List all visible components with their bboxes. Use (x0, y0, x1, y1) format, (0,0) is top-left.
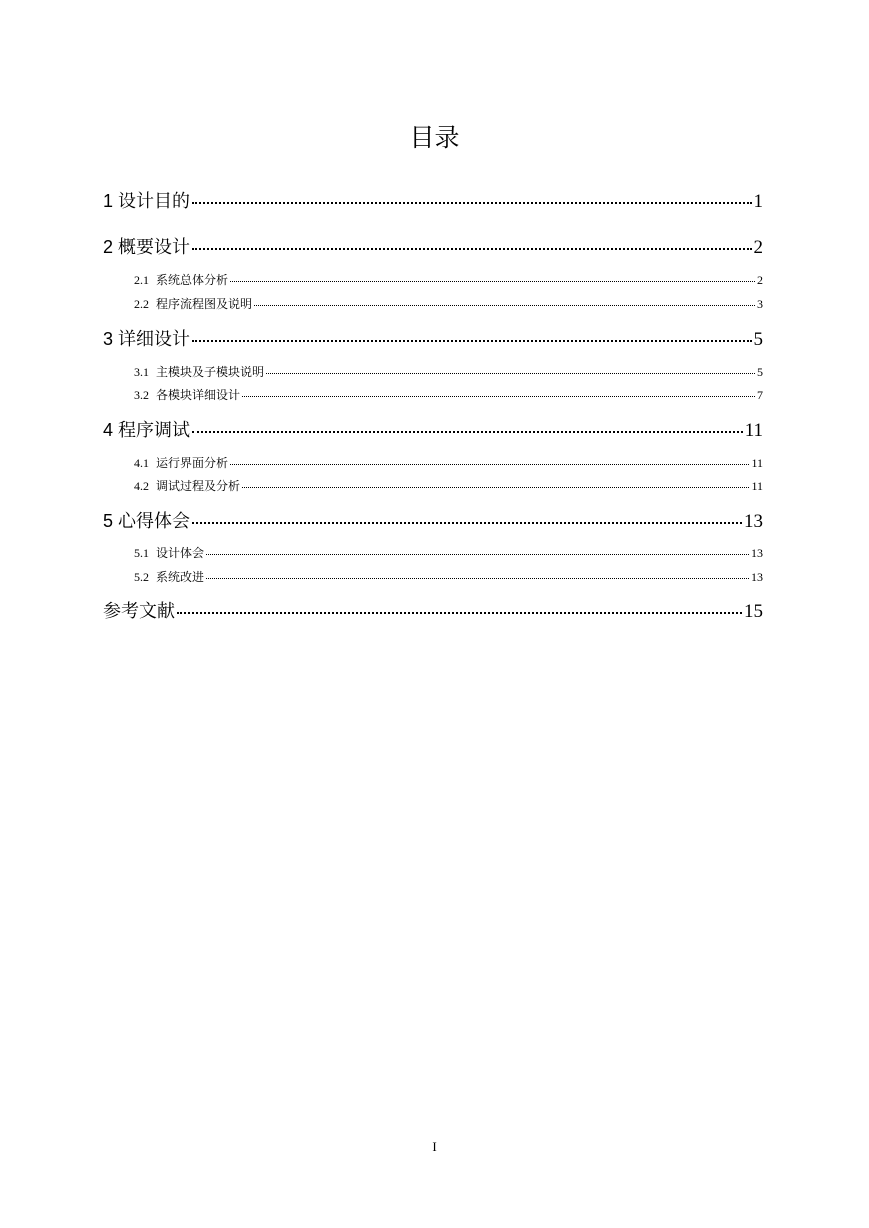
toc-entry-4-1[interactable] (134, 455, 763, 471)
toc-entry-number: 3 (103, 329, 114, 349)
toc-entry-label: 运行界面分析 (156, 456, 229, 470)
toc-entry-page: 11 (744, 420, 763, 441)
toc-entry-5-1[interactable] (134, 545, 763, 561)
dot-leader (230, 464, 749, 465)
toc-entry-page: 5 (753, 329, 763, 350)
toc-entry-number: 5.1 (134, 546, 149, 560)
toc-entry-4-2[interactable] (134, 478, 763, 494)
toc-entry-label: 参考文献 (103, 601, 175, 622)
dot-leader (266, 373, 755, 374)
toc-entry-number: 4.1 (134, 456, 149, 470)
toc-entry-2-2[interactable] (134, 296, 763, 312)
toc-entry-5-2[interactable] (134, 569, 763, 585)
toc-entry-page: 5 (757, 365, 763, 379)
toc-entry-label: 系统改进 (156, 570, 205, 584)
toc-entry-2-1[interactable] (134, 272, 763, 288)
toc-entry-number: 4 (103, 420, 114, 440)
toc-entry-5[interactable] (103, 509, 763, 534)
toc-entry-label: 概要设计 (118, 237, 191, 258)
toc-entry-3[interactable] (103, 327, 763, 352)
toc-entry-label: 详细设计 (118, 329, 191, 350)
toc-entry-page: 2 (753, 237, 763, 258)
toc-entry-number: 5.2 (134, 570, 149, 584)
toc-entry-page: 13 (751, 570, 763, 584)
toc-entry-page: 1 (753, 191, 763, 212)
dot-leader (242, 487, 749, 488)
toc-entry-number: 2.2 (134, 297, 149, 311)
toc-entry-number: 5 (103, 511, 114, 531)
toc-entry-page: 2 (757, 273, 763, 287)
dot-leader (192, 522, 742, 524)
toc-entry-label: 系统总体分析 (156, 273, 229, 287)
toc-entry-3-1[interactable] (134, 364, 763, 380)
toc-entry-label: 主模块及子模块说明 (156, 365, 265, 379)
toc-entry-page: 7 (757, 388, 763, 402)
toc-entry-3-2[interactable] (134, 387, 763, 403)
dot-leader (192, 202, 751, 204)
dot-leader (254, 305, 755, 306)
toc-entry-page: 13 (744, 511, 763, 532)
toc-entry-references[interactable] (103, 600, 763, 624)
toc-entry-page: 15 (744, 601, 763, 622)
toc-entry-1[interactable] (103, 189, 763, 214)
toc-entry-2[interactable] (103, 235, 763, 260)
toc-entry-page: 3 (757, 297, 763, 311)
dot-leader (230, 281, 755, 282)
toc-entry-number: 3.1 (134, 365, 149, 379)
toc-title: 目录 (409, 123, 460, 152)
toc-entry-label: 程序调试 (118, 420, 191, 441)
toc-entry-label: 设计目的 (118, 191, 191, 212)
page-number-footer: I (432, 1139, 437, 1154)
dot-leader (192, 248, 751, 250)
dot-leader (177, 612, 742, 614)
toc-entry-number: 2 (103, 237, 114, 257)
toc-entry-page: 11 (751, 479, 763, 493)
toc-entry-label: 各模块详细设计 (156, 388, 241, 402)
dot-leader (192, 340, 751, 342)
toc-entry-label: 心得体会 (118, 511, 191, 532)
toc-entry-number: 1 (103, 191, 114, 211)
toc-entry-number: 2.1 (134, 273, 149, 287)
toc-entry-page: 13 (751, 546, 763, 560)
dot-leader (192, 431, 743, 433)
toc-entry-page: 11 (751, 456, 763, 470)
toc-entry-4[interactable] (103, 418, 763, 443)
dot-leader (206, 554, 749, 555)
dot-leader (242, 396, 755, 397)
toc-entry-number: 4.2 (134, 479, 149, 493)
toc-entry-label: 调试过程及分析 (156, 479, 241, 493)
toc-entry-label: 设计体会 (156, 546, 205, 560)
dot-leader (206, 578, 749, 579)
toc-entry-label: 程序流程图及说明 (156, 297, 253, 311)
toc-entry-number: 3.2 (134, 388, 149, 402)
